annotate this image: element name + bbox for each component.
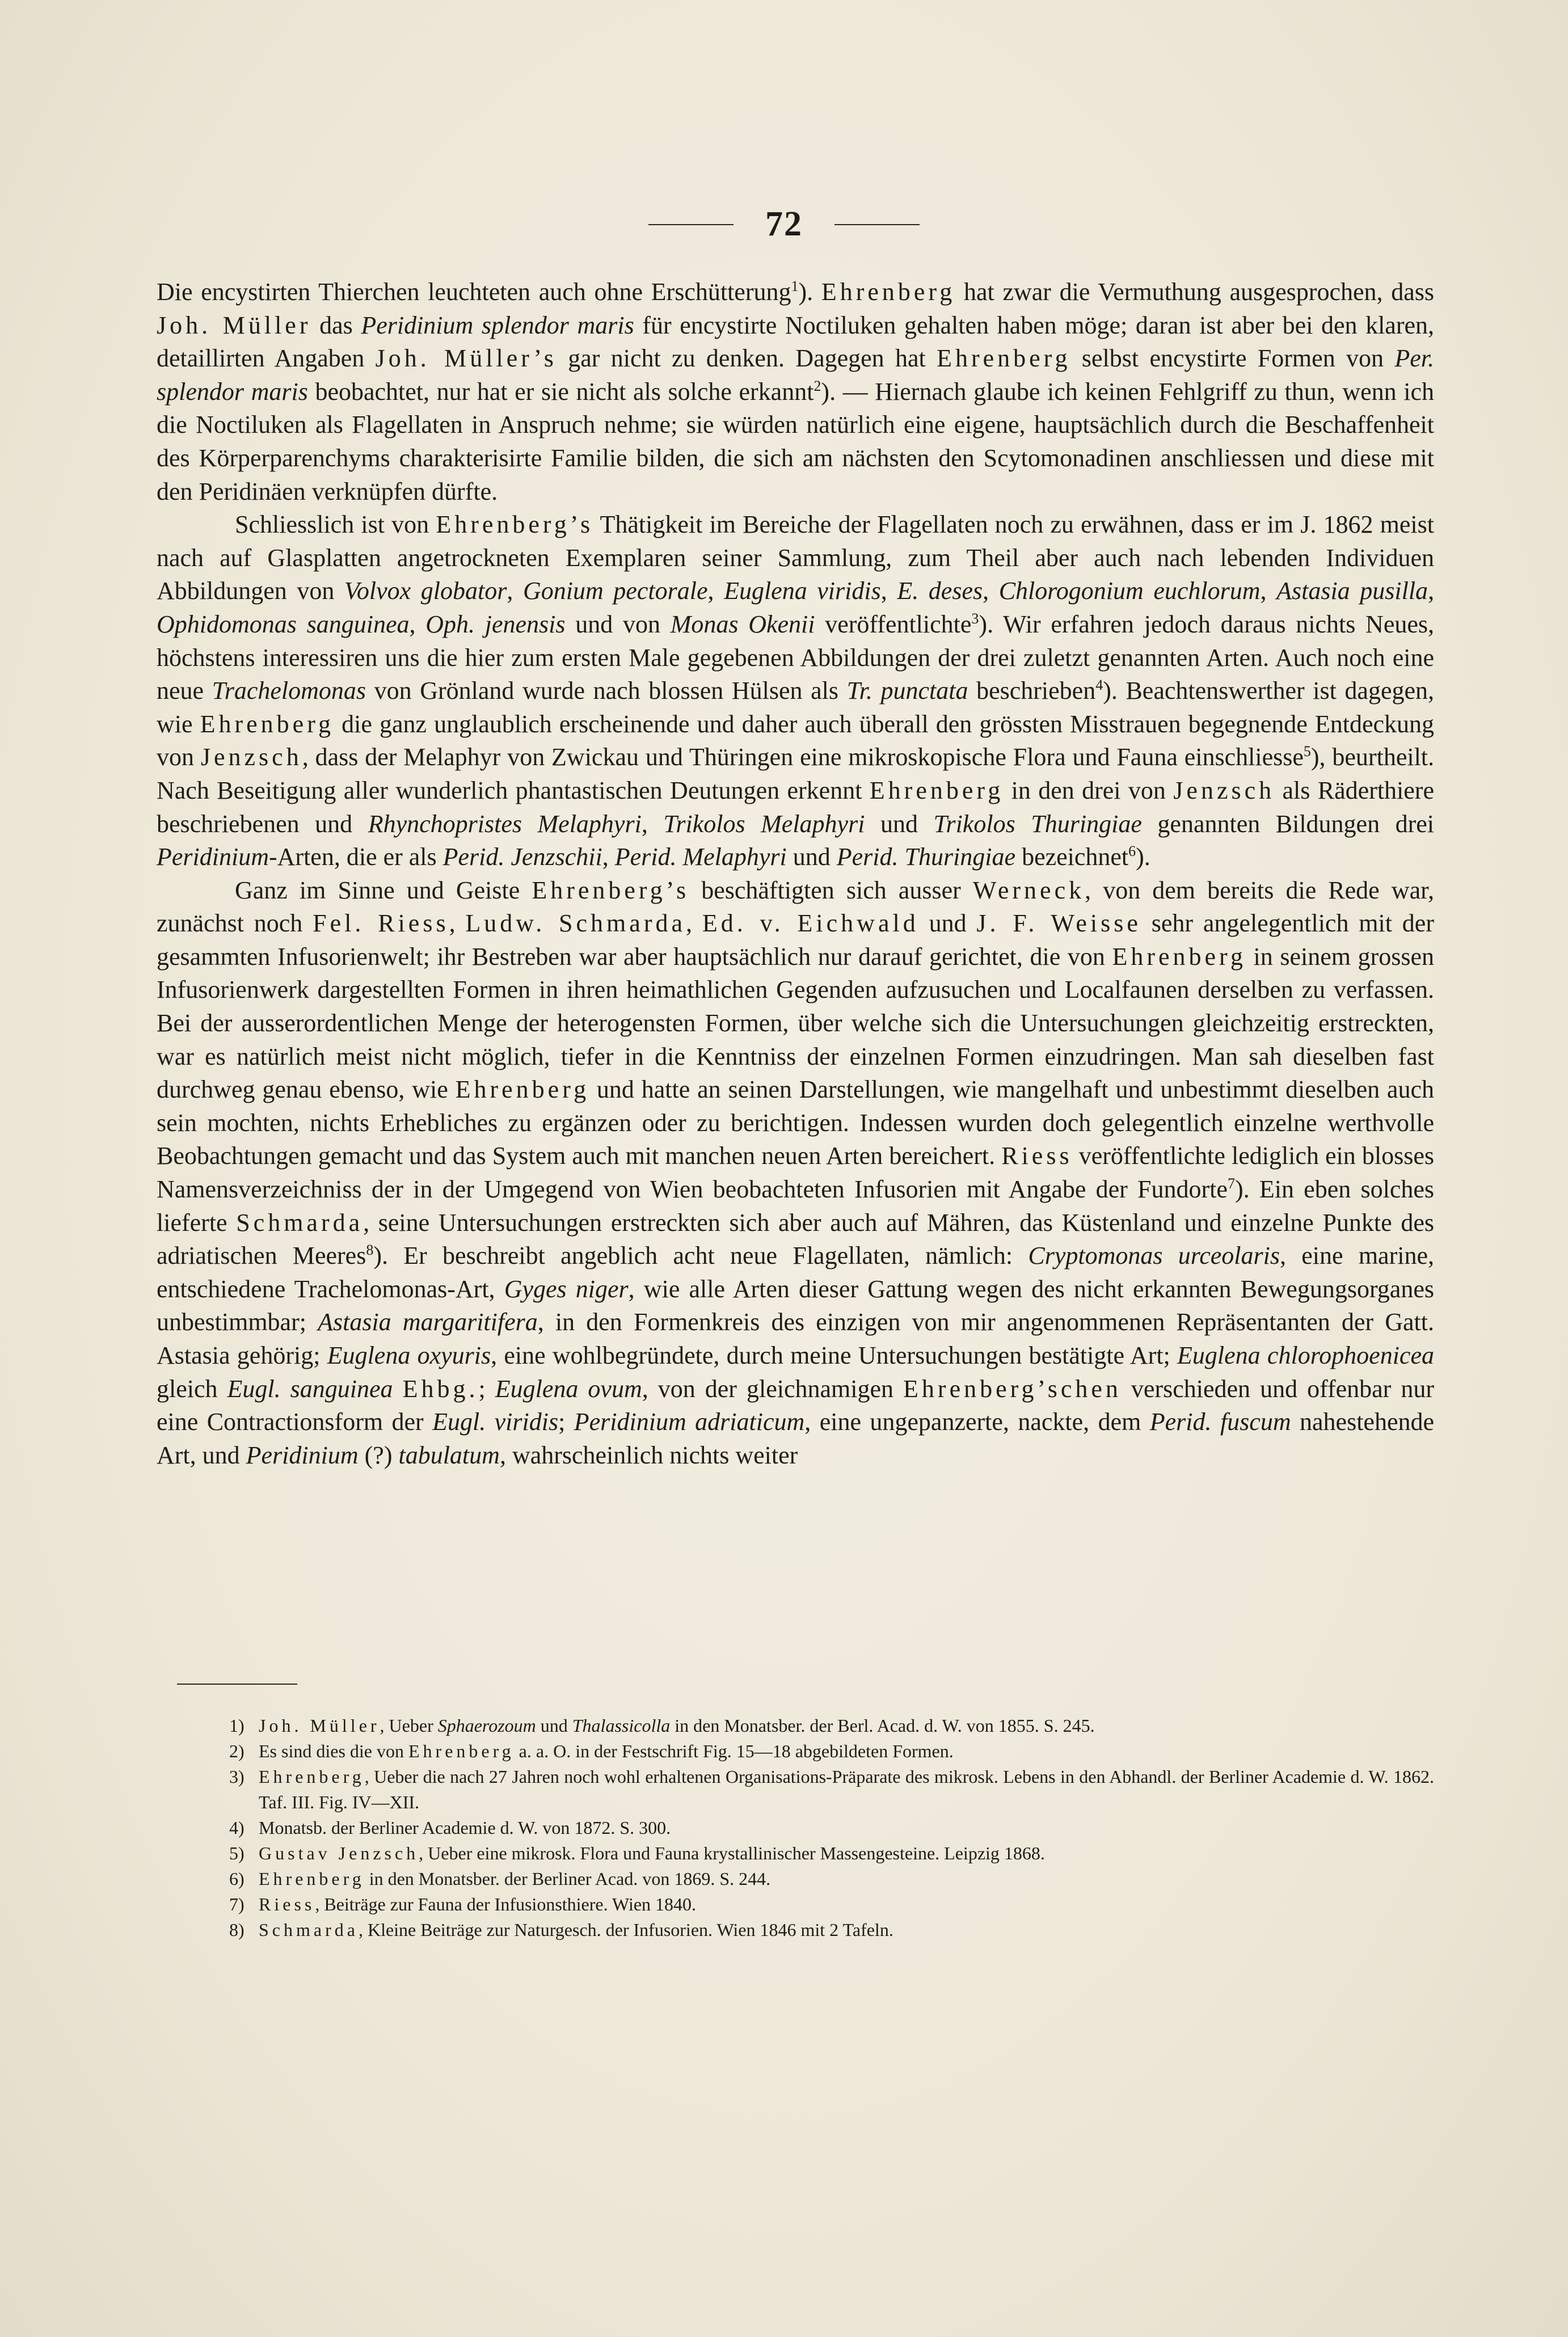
text-run: veröffentlichte lediglich ein blosses Namensverzeichniss der in der Umgegend von Wien beobachteten Infusorien mit Angabe der Fundorte <box>157 1142 1434 1204</box>
taxon-name: Eugl. viridis <box>432 1408 559 1436</box>
text-run: Die encystirten Thierchen leuchteten auch ohne Erschütterung <box>157 278 791 306</box>
text-run: ; <box>558 1408 574 1436</box>
taxon-name: Peridinium splendor maris <box>361 311 634 339</box>
header-rule-left <box>648 224 734 225</box>
taxon-name: Cryptomonas urceolaris <box>1028 1242 1280 1270</box>
footnote <box>157 1713 1434 1739</box>
text-run: a. a. O. in der Festschrift Fig. 15—18 abgebildeten Formen. <box>514 1741 954 1761</box>
footnote-ref: 4 <box>1095 677 1103 694</box>
taxon-name: Chlorogonium euchlorum <box>998 577 1261 605</box>
text-run: und <box>865 809 934 838</box>
text-run: , <box>1260 577 1277 605</box>
taxon-name: Perid. fuscum <box>1149 1408 1291 1436</box>
text-run: , eine marine, entschiedene Trachelomonas-Art, <box>157 1242 1434 1303</box>
text-run: , <box>686 909 702 938</box>
footnote-separator <box>177 1684 297 1685</box>
footnote <box>157 1739 1434 1764</box>
taxon-name: Perid. Thuringiae <box>836 843 1016 871</box>
text-run: Monatsb. der Berliner Academie d. W. von 1872. S. 300. <box>259 1817 671 1838</box>
text-run: ). Er beschreibt angeblich acht neue Flagellaten, nämlich: <box>373 1242 1029 1270</box>
footnote-mark: 7) <box>229 1894 245 1914</box>
taxon-name: Trikolos Melaphyri <box>663 809 865 838</box>
text-run: , wahrscheinlich nichts weiter <box>499 1441 798 1469</box>
text-run: Schliesslich ist von <box>235 511 436 539</box>
person-name: Riess <box>259 1894 315 1914</box>
person-name: Riess <box>1001 1142 1073 1170</box>
text-run: , von dem bereits die Rede war, zunächst noch <box>157 876 1434 938</box>
text-run: in den Monatsber. der Berliner Acad. von 1869. S. 244. <box>364 1868 771 1889</box>
footnotes <box>157 1713 1434 1943</box>
text-run: , seine Untersuchungen erstreckten sich aber auch auf Mähren, das Küstenland und einzelne Punkte des adriatischen Meeres <box>157 1208 1434 1270</box>
text-run: , in den Formenkreis des einzigen von mir angenommenen Repräsentanten der Gatt. Astasia gehörig; <box>157 1308 1434 1369</box>
footnote <box>157 1841 1434 1866</box>
text-run: , <box>507 577 523 605</box>
page-number: 72 <box>765 205 803 243</box>
text-run: und <box>918 909 977 938</box>
person-name: Jenzsch <box>200 743 302 771</box>
taxon-name: Astasia pusilla <box>1276 577 1428 605</box>
person-name: Schmarda <box>259 1920 359 1940</box>
text-run: die ganz unglaublich erscheinende und daher auch überall den grössten Misstrauen begegnende Entdeckung von <box>157 710 1435 771</box>
footnote-mark: 4) <box>229 1817 245 1838</box>
footnote-mark: 6) <box>229 1868 245 1889</box>
person-name: Fel. Riess <box>313 909 449 938</box>
person-name: Ehbg. <box>402 1374 479 1403</box>
text-run: und <box>536 1715 572 1736</box>
person-name: Ehrenberg <box>937 344 1071 373</box>
text-run: hat zwar die Vermuthung ausgesprochen, dass <box>955 278 1434 306</box>
text-run: gleich <box>157 1374 227 1403</box>
text-run: genannten Bildungen drei <box>1141 809 1435 838</box>
person-name: Ehrenberg <box>408 1741 515 1761</box>
text-run: in den Monatsber. der Berl. Acad. d. W. von 1855. S. 245. <box>670 1715 1095 1736</box>
taxon-name: Trachelomonas <box>212 677 366 705</box>
footnote-ref: 3 <box>971 610 979 627</box>
text-run: bezeichnet <box>1015 843 1129 871</box>
footnote-ref: 2 <box>813 377 821 394</box>
text-run: in den drei von <box>1004 776 1174 804</box>
text-run: verschieden und offenbar nur eine Contractionsform der <box>157 1374 1435 1436</box>
text-run: und <box>786 843 837 871</box>
taxon-name: Peridinium <box>157 843 269 871</box>
footnote-ref: 8 <box>366 1242 374 1259</box>
text-run: , <box>707 577 724 605</box>
taxon-name: Trikolos Thuringiae <box>933 809 1142 838</box>
footnote-mark: 8) <box>229 1920 245 1940</box>
person-name: Ed. v. Eichwald <box>702 909 919 938</box>
text-run: für encystirte Noctiluken gehalten haben möge; daran ist aber bei den klaren, detaillirten Angaben <box>157 311 1435 373</box>
person-name: J. F. Weisse <box>976 909 1141 938</box>
taxon-name: tabulatum <box>398 1441 500 1469</box>
footnote-mark: 3) <box>229 1766 245 1787</box>
text-run: , wie alle Arten dieser Gattung wegen des nicht erkannten Bewegungsorganes unbestimmbar; <box>157 1275 1434 1336</box>
person-name: Ehrenberg <box>455 1075 590 1104</box>
person-name: Joh. Müller <box>259 1715 380 1736</box>
text-run: das <box>311 311 361 339</box>
person-name: Werneck <box>972 876 1085 904</box>
taxon-name: Astasia margaritifera <box>318 1308 538 1336</box>
taxon-name: Eugl. sanguinea <box>227 1374 393 1403</box>
text-run: und hatte an seinen Darstellungen, wie mangelhaft und unbestimmt dieselben auch sein mochten, nichts Erhebliches zu ergänzen oder zu berichtigen. Indessen wurden doch gelegentlich einzelne werthvolle Beobachtungen gemacht und das System auch mit manchen neuen Arten bereichert. <box>157 1075 1434 1170</box>
taxon-name: Perid. Jenzschii <box>442 843 602 871</box>
text-run: , <box>983 577 999 605</box>
person-name: Ehrenberg <box>259 1868 365 1889</box>
taxon-name: Gyges niger <box>504 1275 629 1303</box>
text-run: , <box>449 909 466 938</box>
person-name: Ehrenberg <box>869 776 1004 804</box>
taxon-name: Perid. Melaphyri <box>614 843 787 871</box>
text-run: , <box>880 577 897 605</box>
person-name: Joh. Müller’s <box>375 344 557 373</box>
text-run: , Beiträge zur Fauna der Infusionsthiere. Wien 1840. <box>315 1894 697 1914</box>
text-run: , Ueber die nach 27 Jahren noch wohl erhaltenen Organisations-Präparate des mikrosk. Lebens in den Abhandl. der Berliner Academie d. W. 1862. Taf. III. Fig. IV—XII. <box>259 1766 1434 1812</box>
header-rule-right <box>834 224 920 225</box>
person-name: Ehrenberg’s <box>436 511 594 539</box>
text-run: Ganz im Sinne und Geiste <box>235 876 532 904</box>
person-name: Ehrenberg <box>259 1766 365 1787</box>
main-text <box>157 276 1434 1472</box>
text-run: , von der gleichnamigen <box>642 1374 904 1403</box>
text-run: veröffentlichte <box>815 610 972 638</box>
footnote-ref: 6 <box>1128 843 1136 860</box>
text-run: , <box>602 843 615 871</box>
person-name: Ehrenberg <box>200 710 335 738</box>
text-run: , dass der Melaphyr von Zwickau und Thüringen eine mikroskopische Flora und Fauna einschliesse <box>302 743 1304 771</box>
text-run: nahestehende Art, und <box>157 1408 1435 1469</box>
taxon-name: Gonium pectorale <box>522 577 708 605</box>
text-run: ; <box>478 1374 495 1403</box>
taxon-name: Euglena chlorophoenicea <box>1177 1342 1434 1369</box>
text-run: , <box>641 809 664 838</box>
person-name: Gustav Jenzsch <box>259 1843 419 1863</box>
text-run: beschäftigten sich ausser <box>689 876 973 904</box>
text-run: von Grönland wurde nach blossen Hülsen als <box>366 677 847 705</box>
text-run: beschrieben <box>968 677 1096 705</box>
taxon-name: Peridinium <box>246 1441 359 1469</box>
paragraph <box>157 276 1434 508</box>
person-name: Joh. Müller <box>157 311 311 339</box>
text-run: , Ueber <box>380 1715 438 1736</box>
taxon-name: Per. splendor maris <box>157 344 1435 406</box>
text-run: , eine ungepanzerte, nackte, dem <box>804 1408 1150 1436</box>
text-run: (?) <box>358 1441 399 1469</box>
taxon-name: Euglena viridis <box>724 577 881 605</box>
text-run: ). <box>1136 843 1150 871</box>
text-run: als Räderthiere beschriebenen und <box>157 776 1434 838</box>
taxon-name: Sphaerozoum <box>437 1715 536 1736</box>
footnote <box>157 1866 1434 1892</box>
footnote-ref: 1 <box>791 278 799 294</box>
footnote <box>157 1892 1434 1917</box>
text-run: sehr angelegentlich mit der gesammten Infusorienwelt; ihr Bestreben war aber hauptsächlich nur darauf gerichtet, die von <box>157 909 1434 971</box>
text-run: Es sind dies die von <box>259 1741 408 1761</box>
text-run: gar nicht zu denken. Dagegen hat <box>557 344 937 373</box>
text-run: in seinem grossen Infusorienwerk dargestellten Formen in ihren heimathlichen Gegenden aufzusuchen und Localfaunen derselben zu verfassen. Bei der ausserordentlichen Menge der heterogensten Formen, über welche sich die Untersuchungen gleichzeitig erstreckten, war es natürlich meist nicht möglich, tiefer in die Kenntniss der einzelnen Formen einzudringen. Man sah dieselben fast durchweg genau ebenso, wie <box>157 942 1434 1104</box>
taxon-name: Ophidomonas sanguinea <box>157 610 410 638</box>
text-run: , <box>1428 577 1435 605</box>
text-run: ). Beachtenswerther ist dagegen, wie <box>157 677 1434 738</box>
person-name: Ludw. Schmarda <box>465 909 686 938</box>
text-run: und von <box>565 610 671 638</box>
text-run: ). — Hiernach glaube ich keinen Fehlgriff zu thun, wenn ich die Noctiluken als Flagellaten in Anspruch nehme; sie würden natürlich eine eigene, hauptsächlich durch die Beschaffenheit des Körperparenchyms charakterisirte Familie bilden, die sich am nächsten den Scytomonadinen anschliessen und diese mit den Peridinäen verknüpfen dürfte. <box>157 377 1434 505</box>
text-run: ), beurtheilt. Nach Beseitigung aller wunderlich phantastischen Deutungen erkennt <box>157 743 1435 804</box>
text-run: Thätigkeit im Bereiche der Flagellaten noch zu erwähnen, dass er im J. 1862 meist nach auf Glasplatten angetrockneten Exemplaren seiner Sammlung, zum Theil aber auch nach lebenden Individuen Abbildungen von <box>157 511 1434 605</box>
taxon-name: Rhynchopristes Melaphyri <box>368 809 642 838</box>
text-run: selbst encystirte Formen von <box>1070 344 1395 373</box>
taxon-name: Euglena ovum <box>495 1374 642 1403</box>
footnote-ref: 7 <box>1227 1175 1235 1192</box>
person-name: Ehrenberg’s <box>532 876 690 904</box>
taxon-name: Euglena oxyuris <box>327 1342 491 1369</box>
taxon-name: Monas Okenii <box>670 610 815 638</box>
text-run: ). Ein eben solches lieferte <box>157 1175 1435 1237</box>
footnote-mark: 1) <box>229 1715 245 1736</box>
text-run: beobachtet, nur hat er sie nicht als solche erkannt <box>307 377 814 406</box>
page-header <box>0 204 1568 244</box>
footnote <box>157 1764 1434 1815</box>
person-name: Ehrenberg <box>821 278 956 306</box>
person-name: Schmarda <box>236 1208 364 1237</box>
text-run <box>393 1375 403 1403</box>
taxon-name: Peridinium adriaticum <box>574 1408 805 1436</box>
text-run: -Arten, die er als <box>268 843 443 871</box>
paragraph <box>157 508 1434 874</box>
footnote-mark: 2) <box>229 1741 245 1761</box>
footnote <box>157 1917 1434 1943</box>
text-run: ). <box>798 278 821 306</box>
paragraph <box>157 874 1434 1473</box>
text-run: , Kleine Beiträge zur Naturgesch. der Infusorien. Wien 1846 mit 2 Tafeln. <box>358 1920 893 1940</box>
taxon-name: E. deses <box>897 577 983 605</box>
text-run: , <box>409 610 426 638</box>
text-run: , Ueber eine mikrosk. Flora und Fauna krystallinischer Massengesteine. Leipzig 1868. <box>419 1843 1045 1863</box>
text-run: ). Wir erfahren jedoch daraus nichts Neues, höchstens interessiren uns die hier zum ersten Male gegebenen Abbildungen der drei zuletzt genannten Arten. Auch noch eine neue <box>157 610 1435 705</box>
footnote <box>157 1815 1434 1841</box>
person-name: Ehrenberg <box>1112 942 1246 971</box>
taxon-name: Tr. punctata <box>846 677 968 705</box>
taxon-name: Volvox globator <box>344 577 507 605</box>
person-name: Jenzsch <box>1173 776 1275 804</box>
footnote-mark: 5) <box>229 1843 245 1863</box>
text-run: , eine wohlbegründete, durch meine Untersuchungen bestätigte Art; <box>491 1342 1178 1369</box>
taxon-name: Oph. jenensis <box>425 610 566 638</box>
taxon-name: Thalassicolla <box>572 1715 671 1736</box>
person-name: Ehrenberg’schen <box>903 1374 1122 1403</box>
footnote-ref: 5 <box>1303 743 1311 760</box>
